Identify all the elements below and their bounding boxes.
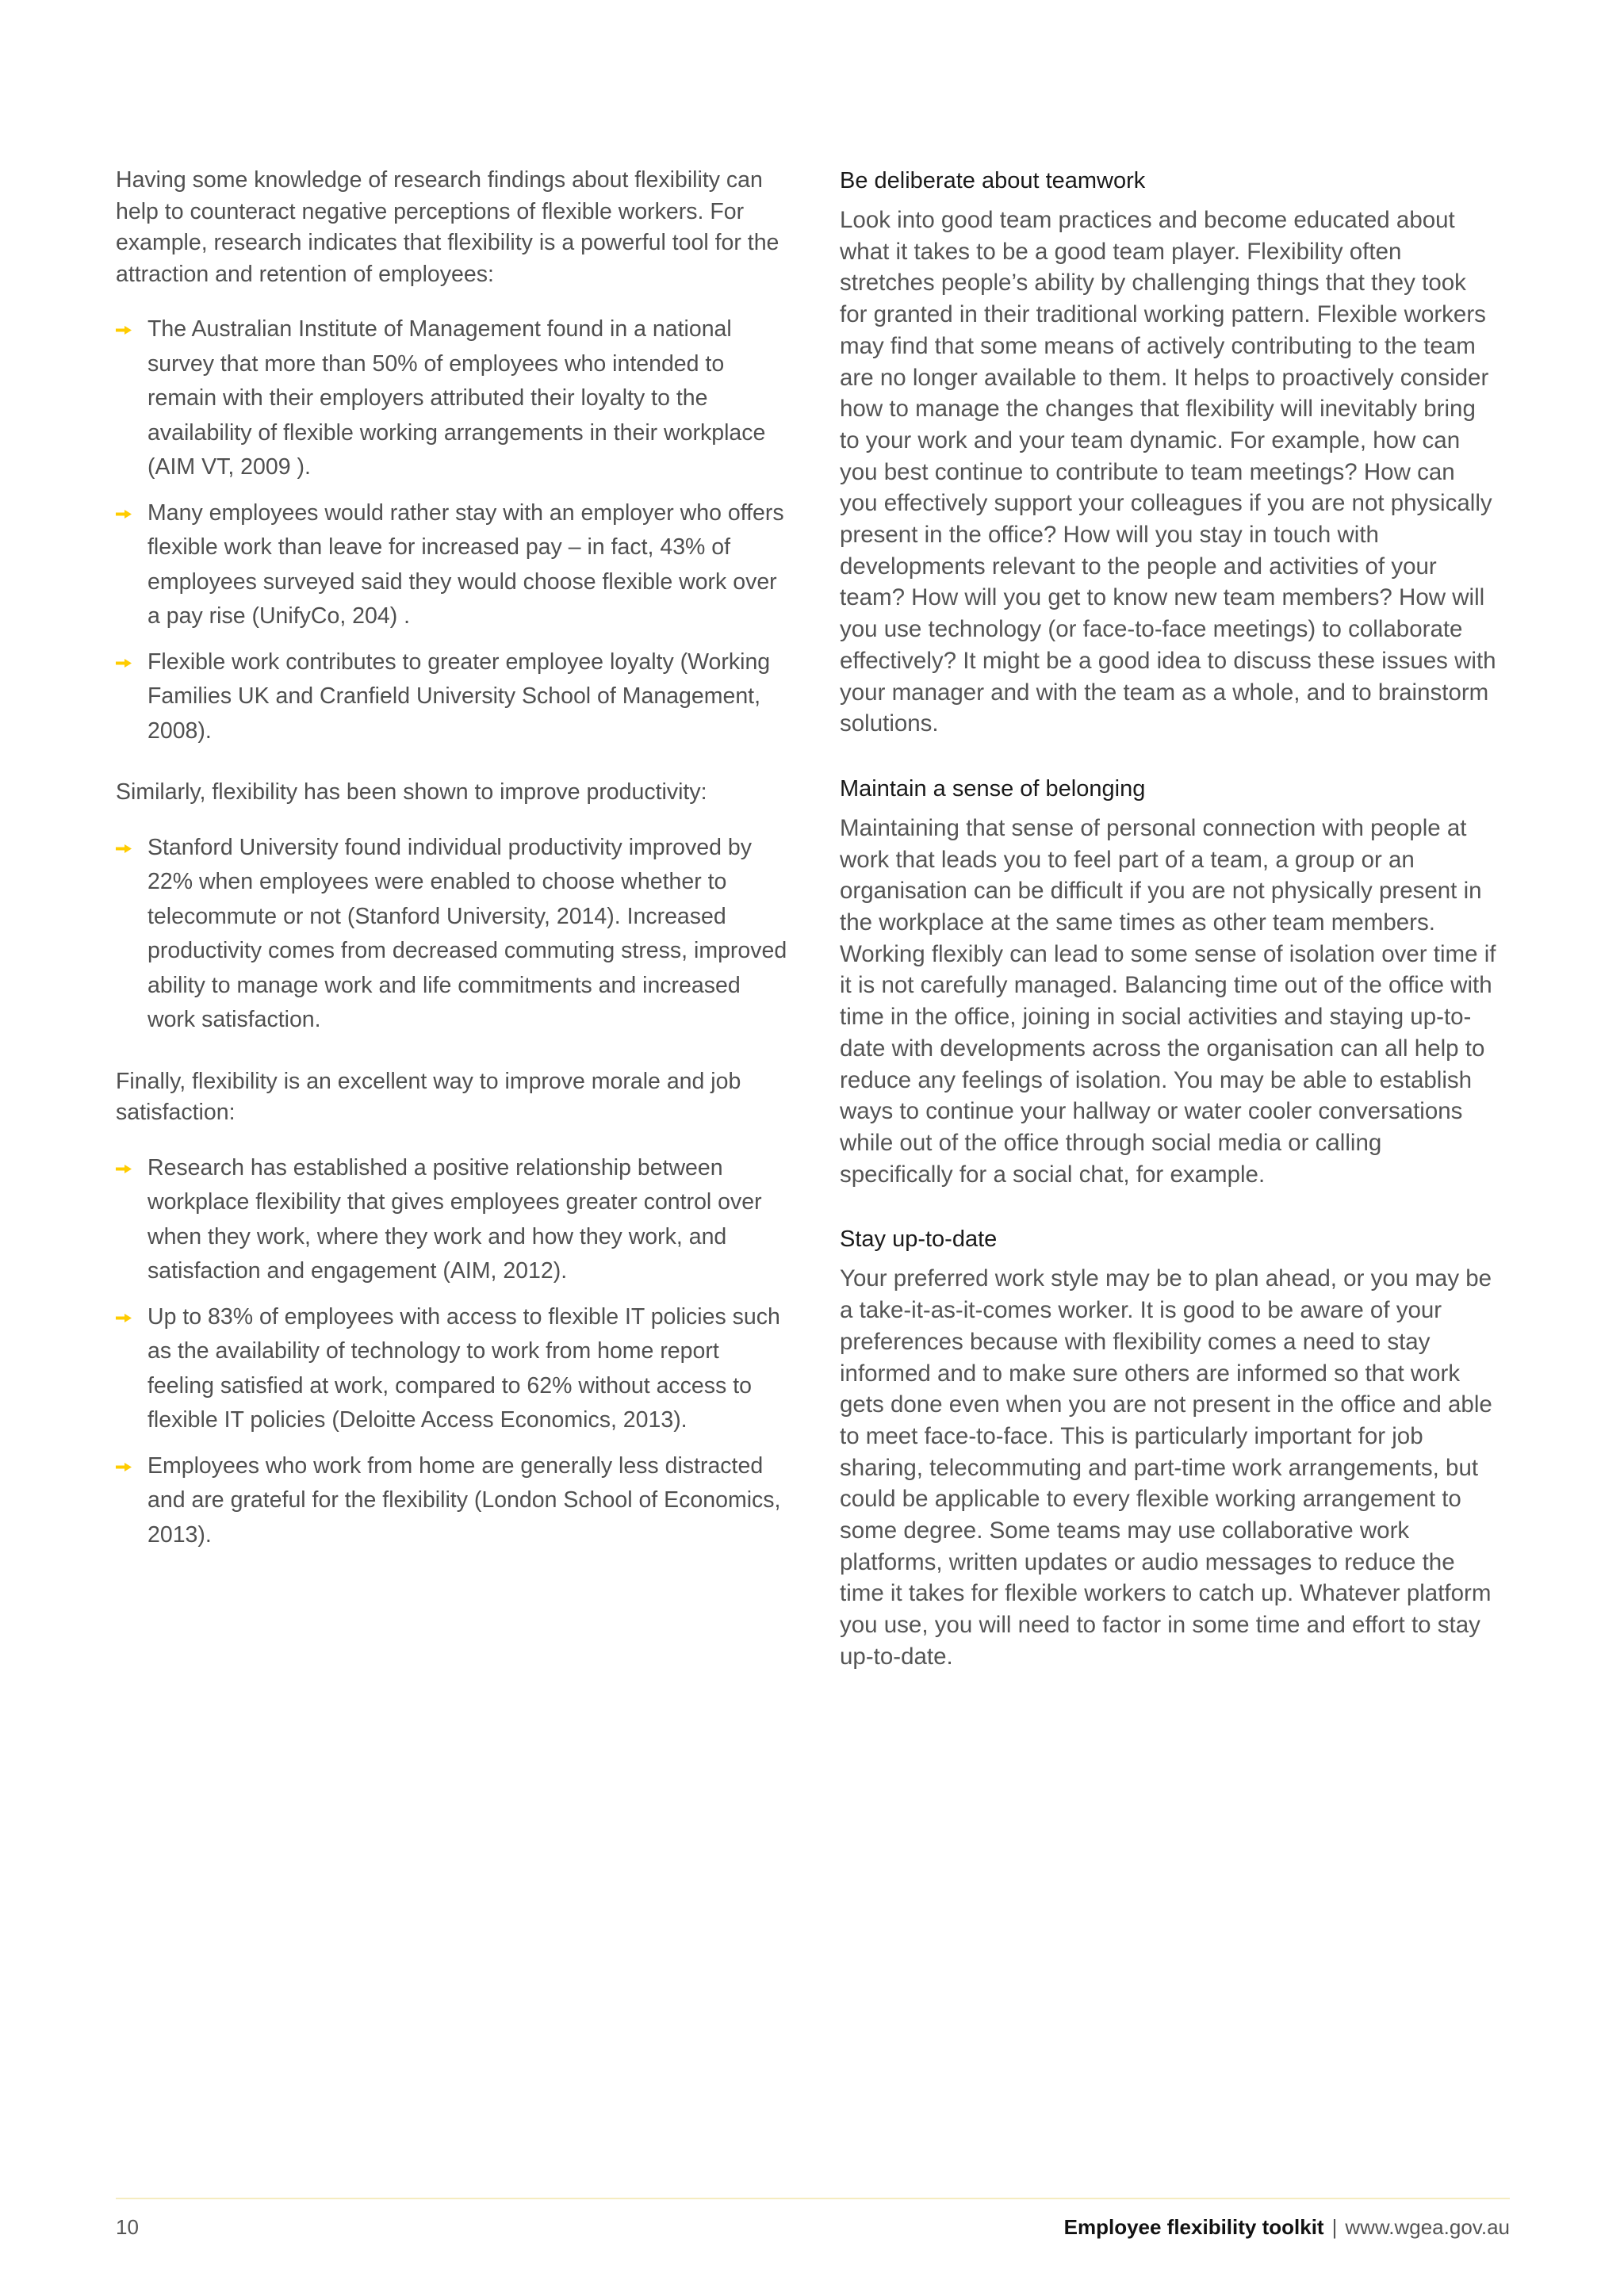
bullet-text: The Australian Institute of Management found in a national survey that more than 50% of employees who intended to remain with their employers attributed their loyalty to the availability of flexible working arrangements in their workplace (AIM VT, 2009 ). (147, 316, 766, 480)
morale-bullet-list (116, 1151, 790, 1553)
list-item (116, 831, 790, 1038)
bullet-text: Up to 83% of employees with access to flexible IT policies such as the availability of technology to work from home report feeling satisfied at work, compared to 62% without access to flexible IT policies (Deloitte Access Economics, 2013). (147, 1303, 780, 1433)
list-item (116, 496, 790, 634)
intro-paragraph: Having some knowledge of research findings about flexibility can help to counteract negative perceptions of flexible workers. For example, research indicates that flexibility is a powerful tool for the attraction and retention of employees: (116, 167, 779, 287)
section-body: Maintaining that sense of personal connection with people at work that leads you to feel part of a team, a group or an organisation can be difficult if you are not physically present in the workplace at the same times as other team members. Working flexibly can lead to some sense of isolation over time if it is not carefully managed. Balancing time out of the office with time in the office, joining in social activities and staying up-to-date with developments across the organisation can all help to reduce any feelings of isolation. You may be able to establish ways to continue your hallway or water cooler conversations while out of the office through social media or calling specifically for a social chat, for example. (840, 814, 1496, 1188)
footer-url: www.wgea.gov.au (1345, 2215, 1510, 2239)
right-column (840, 165, 1498, 1706)
attraction-bullet-list (116, 312, 790, 748)
morale-intro-paragraph: Finally, flexibility is an excellent way to improve morale and job satisfaction: (116, 1068, 741, 1125)
productivity-bullet-list (116, 831, 790, 1038)
left-column (116, 165, 790, 1581)
arrow-bullet-icon (116, 1314, 132, 1322)
list-item (116, 1449, 790, 1553)
footer-document-title: Employee flexibility toolkit (1063, 2215, 1324, 2239)
teamwork-section (840, 165, 1498, 740)
list-item (116, 1151, 790, 1289)
arrow-bullet-icon (116, 659, 132, 668)
arrow-bullet-icon (116, 1463, 132, 1471)
list-item (116, 1300, 790, 1438)
footer-divider (116, 2198, 1510, 2199)
productivity-intro-paragraph: Similarly, flexibility has been shown to improve productivity: (116, 779, 707, 805)
footer-separator: | (1331, 2215, 1338, 2239)
bullet-text: Employees who work from home are generally less distracted and are grateful for the flexibility (London School of Economics, 2013). (147, 1452, 781, 1548)
bullet-text: Many employees would rather stay with an employer who offers flexible work than leave for increased pay – in fact, 43% of employees surveyed said they would choose flexible work over a pay rise (UnifyCo, 204) . (147, 499, 784, 629)
arrow-bullet-icon (116, 510, 132, 519)
arrow-bullet-icon (116, 1165, 132, 1173)
section-body: Look into good team practices and become educated about what it takes to be a good team player. Flexibility often stretches people’s ability by challenging things that they took for granted in their traditional working pattern. Flexible workers may find that some means of actively contributing to the team are no longer available to them. It helps to proactively consider how to manage the changes that flexibility will inevitably bring to your work and your team dynamic. For example, how can you best continue to contribute to team meetings? How can you effectively support your colleagues if you are not physically present in the office? How will you stay in touch with developments relevant to the people and activities of your team? How will you get to know new team members? How will you use technology (or face-to-face meetings) to collaborate effectively? It might be a good idea to discuss these issues with your manager and with the team as a whole, and to brainstorm solutions. (840, 207, 1496, 737)
up-to-date-section (840, 1223, 1498, 1672)
bullet-text: Stanford University found individual productivity improved by 22% when employees were enabled to choose whether to telecommute or not (Stanford University, 2014). Increased productivity comes from decreased commuting stress, improved ability to manage work and life commitments and increased work satisfaction. (147, 834, 787, 1032)
bullet-text: Research has established a positive relationship between workplace flexibility that gives employees greater control over when they work, where they work and how they work, and satisfaction and engagement (AIM, 2012). (147, 1154, 762, 1284)
footer-info (1064, 2214, 1510, 2241)
section-body: Your preferred work style may be to plan ahead, or you may be a take-it-as-it-comes worker. It is good to be aware of your preferences because with flexibility comes a need to stay informed and to make sure others are informed so that work gets done even when you are not present in the office and able to meet face-to-face. This is particularly important for job sharing, telecommuting and part-time work arrangements, but could be applicable to every flexible working arrangement to some degree. Some teams may use collaborative work platforms, written updates or audio messages to reduce the time it takes for flexible workers to catch up. Whatever platform you use, you will need to factor in some time and effort to stay up-to-date. (840, 1265, 1492, 1670)
section-heading: Stay up-to-date (840, 1226, 998, 1253)
bullet-text: Flexible work contributes to greater employee loyalty (Working Families UK and Cranfield University School of Management, 2008). (147, 649, 771, 744)
arrow-bullet-icon (116, 326, 132, 335)
list-item (116, 645, 790, 749)
belonging-section (840, 773, 1498, 1190)
page-number: 10 (116, 2215, 139, 2239)
list-item (116, 312, 790, 485)
section-heading: Maintain a sense of belonging (840, 775, 1146, 802)
section-heading: Be deliberate about teamwork (840, 168, 1146, 193)
arrow-bullet-icon (116, 844, 132, 853)
